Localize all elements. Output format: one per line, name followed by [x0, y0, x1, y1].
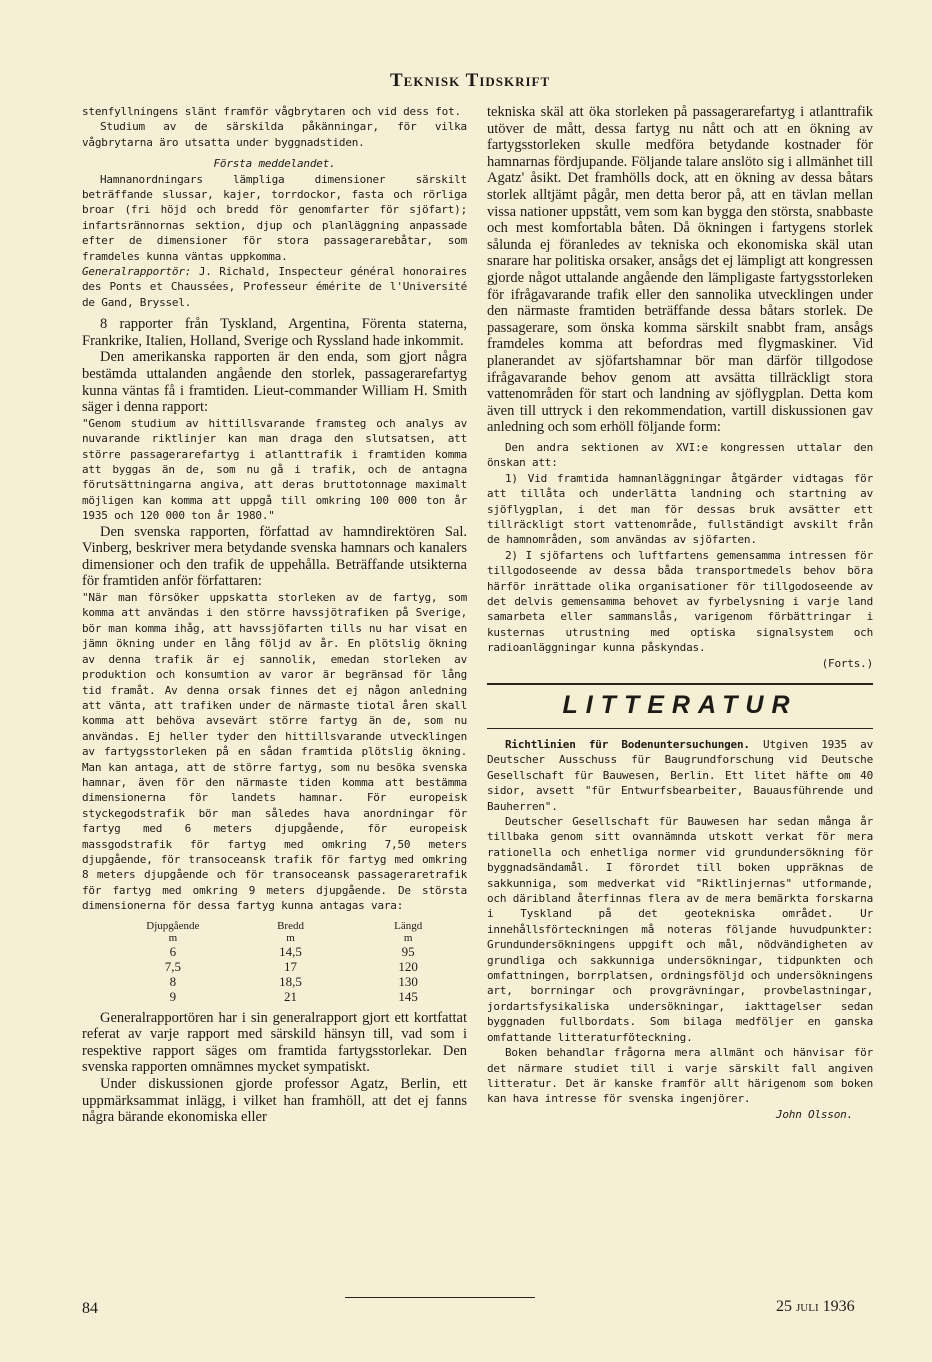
right-column — [487, 104, 873, 1122]
table-row — [114, 944, 467, 959]
paragraph: 8 rapporter från Tyskland, Argentina, Förenta staterna, Frankrike, Italien, Holland, Sverige och Ryssland hade inkommit. — [82, 316, 467, 349]
paragraph: Deutscher Gesellschaft für Bauwesen har sedan många år tillbaka genom sitt ovannämnda utskott verkat för mera rationella och enhetliga normer vid grundundersökning för byggnadsändamål. I förordet till boken uppräknas de sakkunniga, som medverkat vid "Riktlinjernas" utformande, och däribland återfinnas flera av de mera bemärkta forskarna i Tyskland på det geotekniska området. Ur innehållsförteckningen må noteras följande huvudpunkter: Grundundersökningens uppgift och mål, nödvändigheten av grundliga och sakkunniga undersökningar, tidpunkten och omfattningen, borrplatsen, ordningsföljd och undersökningens art, borrningar och provgrävningar, provbelastningar, jordartsfysikaliska undersökningar, iakttagelser sedan byggnaden fullbordats. Som bilaga medföljer en ganska omfattande litteraturföteckning. — [487, 815, 873, 1044]
issue-date: 25 juli 1936 — [776, 1298, 855, 1315]
review-book-title: Richtlinien für Bodenuntersuchungen. — [505, 737, 750, 751]
table-cell: 120 — [398, 958, 418, 974]
table-cell: 21 — [284, 988, 298, 1004]
recommendation-item: 1) Vid framtida hamnanläggningar åtgärder vidtagas för att tillåta och underlätta landning och startning av sjöflygplan, i det man för dessas bruk avsätter ett tillräckligt stort vattenområde, fullständigt avskilt från de hamnområden, som användas av sjöfarten. — [487, 471, 873, 547]
table-cell: 95 — [401, 943, 415, 959]
recommendation-item: 2) I sjöfartens och luftfartens gemensamma intressen för tillgodoseende av dessa båda transportmedels behov böra härför inrättade olika organisationer för tillgodoseende av det delvis gemensamma behovet av fyrbelysning i varje land samarbeta eller sammanslås, varigenom förbättringar i kusternas utrustning med optiska signalsystem och radioanläggningar kunna påskyndas. — [487, 548, 873, 655]
table-cell: 8 — [169, 973, 177, 989]
table-row — [114, 959, 467, 974]
table-row — [114, 974, 467, 989]
left-column — [82, 104, 467, 1126]
rapporteur-label: Generalrapportör: — [82, 265, 192, 279]
signature: John Olsson. — [775, 1107, 853, 1121]
paragraph: Hamnanordningars lämpliga dimensioner särskilt beträffande slussar, kajer, torrdockor, fasta och rörliga broar (fri höjd och bredd för genomfarter för sjöfart); infartsrännornas sektion, djup och planläggning anpassade efter de dimensioner för stora passagerarebåtar, som framdeles kunna väntas uppkomma. — [82, 172, 467, 263]
table-cell: 18,5 — [279, 973, 302, 989]
table-row — [114, 989, 467, 1004]
paragraph: tekniska skäl att öka storleken på passagerarefartyg i atlanttrafik utöver de mått, dessa fartyg nu nått och att en ökning av fartygsstorleken skulle medföra betydande kostnader för hamnarnas fördjupande. Följande talare anslöto sig i allmänhet till Agatz' åsikt. Det framhölls dock, att en ökning av dessa båtars storlek alltjämt pågår, men detta beror på, att en tävlan mellan vissa nationer uppstått, vem som kan bygga den största, snabbaste och mest komfortabla båten. Då ökningen i fartygens storlek sålunda ej föranledes av tekniska och ekonomiska skäl utan snarare har politiska orsaker, ansågs det ej lämpligt att kongressen gjorde något uttalande angående den lämpligaste fartygsstorleken för ifrågavarande trafik eller den sannolika utvecklingen under den närmaste framtiden beträffande dessa båtars storlek. De passagerare, som önska komma särskilt snabbt fram, ansågs framdeles komma att befordras med flygmaskiner. Vid planerandet av sjöfartshamnar bör man därför tillgodose ifrågavarande behov genom att avsätta tillräckligt stora vattenområden för start och landning av sjöflygplan. Detta kom även till uttryck i den rekommendation, vartill diskussionen gav anledning och som erhöll följande form: — [487, 104, 873, 436]
section-divider — [487, 683, 873, 685]
paragraph: Generalrapportören har i sin generalrapport gjort ett kortfattat referat av varje rapport med särskild hänsyn till, vad som i respektive rapport säges om framtida fartygsstorlekar. Den svenska rapporten omnämnes mycket sympatiskt. — [82, 1009, 467, 1076]
page-number: 84 — [82, 1300, 98, 1317]
section-divider — [487, 728, 873, 729]
table-cell: 6 — [169, 943, 177, 959]
running-header-title: Teknisk Tidskrift — [390, 70, 551, 91]
continued-note: (Forts.) — [821, 656, 873, 670]
paragraph: Den andra sektionen av XVI:e kongressen uttalar den önskan att: — [487, 440, 873, 470]
subheading: Första meddelandet. — [213, 157, 336, 171]
table-cell: 7,5 — [164, 958, 181, 974]
table-unit-cell: m — [168, 931, 178, 944]
table-cell: 14,5 — [279, 943, 302, 959]
paragraph: Den amerikanska rapporten är den enda, som gjort några bestämda uttalanden angående den storlek, passagerarefartyg kunna väntas få i framtiden. Lieut-commander William H. Smith säger i denna rapport: — [82, 349, 467, 416]
table-cell: 9 — [169, 988, 177, 1004]
table-unit-cell: m — [286, 931, 295, 944]
table-header-cell: Längd — [394, 919, 423, 932]
section-title: LITTERATUR — [562, 690, 798, 719]
quote-paragraph: "När man försöker uppskatta storleken av de fartyg, som komma att användas i den större havssjötrafiken på Sverige, bör man komma ihåg, att havssjöfarten tills nu har visat en jämn ökning under en lång följd av år. En plötslig ökning av denna trafik är ej sannolik, emedan storleken av produktion och konsumtion av varor är begränsad för lång tid framåt. Av denna orsak finnes det ej någon anledning att vänta, att trafiken under de närmaste tiotal åren skall komma att behöva avsevärt större fartyg än de, som nu användas. Ej heller tyder den hittillsvarande utvecklingen av fartygsstorleken på en sådan framtida plötslig ökning. Man kan antaga, att de större fartyg, som nu besöka svenska hamnar, även för den närmaste tiden komma att bestämma dimensionerna för landets hamnar. För europeisk styckegodstrafik bör man således hava anordningar för fartyg med 6 meters djupgående, för europeisk massgodstrafik för fartyg med omkring 7,50 meters djupgående, för transoceansk trafik för fartyg med omkring 8 meters djupgående och för transoceansk passageraretrafik för fartyg med omkring 9 meters djupgående. De största dimensionerna för dessa fartyg kunna antagas vara: — [82, 591, 467, 913]
paragraph: Den svenska rapporten, författad av hamndirektören Sal. Vinberg, beskriver mera betydande svenska hamnars och kanalers dimensioner och den trafik de uppehålla. Beträffande utsikterna för framtiden anför författaren: — [82, 523, 467, 590]
paragraph: stenfyllningens slänt framför vågbrytaren och vid dess fot. — [82, 105, 461, 118]
rapporteur-paragraph — [82, 264, 467, 310]
table-header-cell: Djupgående — [146, 919, 200, 932]
table-cell: 17 — [284, 958, 298, 974]
review-book-details: Utgiven 1935 av Deutscher Ausschuss für Baugrundforschung vid Deutsche Gesellschaft für Bauwesen, Berlin. Ett litet häfte om 40 sidor, avsett "für Entwurfsbearbeiter, Bauausführende und Bauherren". — [487, 737, 873, 813]
table-cell: 130 — [398, 973, 418, 989]
footer-divider — [345, 1297, 535, 1298]
dimensions-table — [114, 920, 467, 1004]
paragraph: Under diskussionen gjorde professor Agatz, Berlin, ett uppmärksammat inlägg, i vilket han framhöll, att det ej fanns några bärande ekonomiska eller — [82, 1075, 467, 1126]
quote-paragraph: "Genom studium av hittillsvarande framsteg och analys av nuvarande riktlinjer kan man draga den slutsatsen, att större passagerarefartyg i atlanttrafik i framtiden komma att byggas än de, som nu gå i trafik, och de antagna förutsättningarna angiva, att deras bruttotonnage maximalt möjligen kan komma att uppgå till omkring 100 000 ton år 1935 och 120 000 ton år 1980." — [82, 416, 467, 523]
table-cell: 145 — [398, 988, 418, 1004]
paragraph: Studium av de särskilda påkänningar, för vilka vågbrytarna äro utsatta under byggnadstiden. — [82, 120, 467, 149]
rapporteur-text: J. Richald, Inspecteur général honoraires des Ponts et Chaussées, Professeur émérite de l'Université de Gand, Bryssel. — [82, 265, 467, 309]
paragraph: Boken behandlar frågorna mera allmänt och hänvisar för det närmare studiet till i varje särskilt fall angiven litteratur. Det är kanske framför allt härigenom som boken kan hava intresse för svenska ingenjörer. — [487, 1046, 873, 1106]
table-unit-cell: m — [403, 931, 413, 944]
table-header-cell: Bredd — [277, 919, 304, 932]
review-paragraph — [487, 737, 873, 814]
